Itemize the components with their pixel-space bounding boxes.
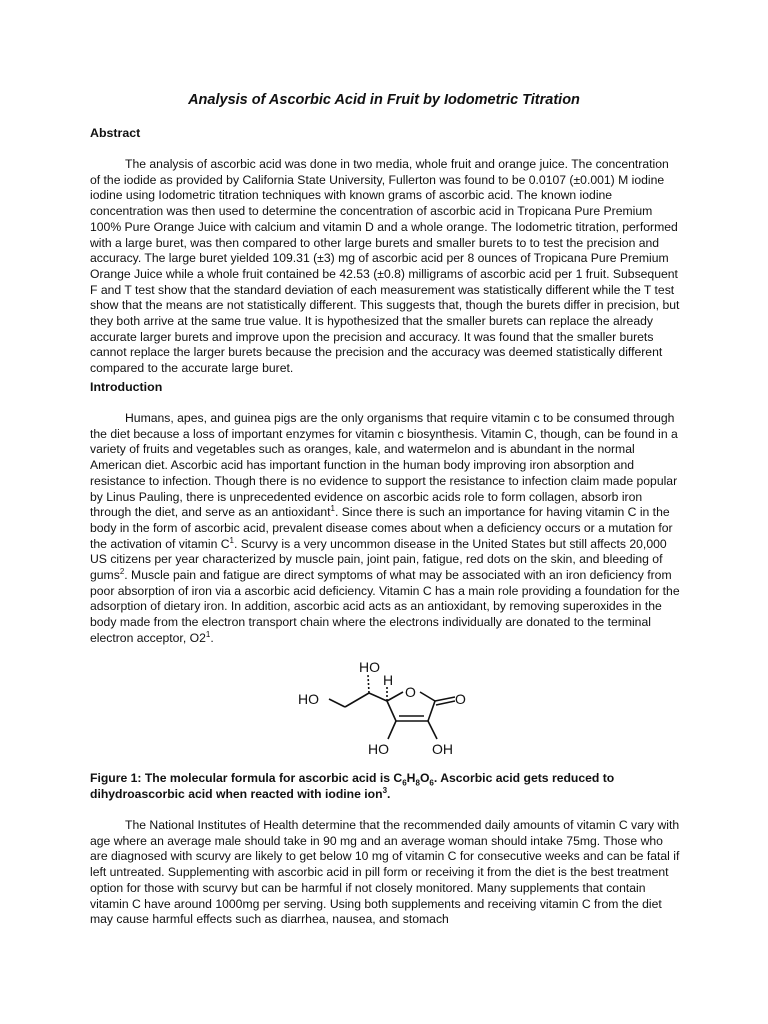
subscript: 8	[415, 778, 420, 788]
abstract-text: The analysis of ascorbic acid was done in two media, whole fruit and orange juice. The concentration of the iodide as provided by California State University, Fullerton was found to be 0.0107 (±0.001) M iodine iodine using Iodometric titration techniques with known grams of ascorbic acid. The known iodine concentration was then used to determine the concentration of ascorbic acid in Tropicana Pure Premium 100% Pure Orange Juice with calcium and vitamin D and a whole orange. The Iodometric titration, performed with a large buret, was then compared to other large burets and smaller burets to to test the precision and accuracy. The large buret yielded 109.31 (±3) mg of ascorbic acid per 8 ounces of Tropicana Pure Premium Orange Juice while a whole fruit contained be 42.53 (±0.8) milligrams of ascorbic acid per 1 fruit. Subsequent F and T test show that the standard deviation of each measurement was statistically different while the T test show that the means are not statistically different. This suggests that, though the burets differ in precision, but they both arrive at the same true value. It is hypothesized that the smaller burets can replace the already accurate larger burets and improve upon the precision and accuracy. It was found that the smaller burets cannot replace the larger burets because the precision and the accuracy was deemed statistically different compared to the accurate large buret.	[90, 157, 680, 376]
subscript: 6	[402, 778, 407, 788]
body-paragraph	[90, 818, 680, 928]
subscript: 6	[429, 778, 434, 788]
caption-text-c: O	[419, 771, 430, 785]
introduction-text	[90, 411, 680, 647]
caption-text-b: H	[406, 771, 416, 785]
paper-title: Analysis of Ascorbic Acid in Fruit by Iodometric Titration	[188, 92, 580, 108]
body-text: The National Institutes of Health determine that the recommended daily amounts of vitamin C vary with age where an average male should take in 90 mg and an average woman should intake 75mg. Those who are diagnosed with scurvy are likely to get below 10 mg of vitamin C for consecutive weeks and can be fatal if left untreated. Supplementing with ascorbic acid in pill form or receiving it from the diet is the best treatment option for those with scurvy but can be harmful if not closely monitored. Many supplements that contain vitamin C have around 1000mg per serving. Using both supplements and receiving vitamin C from the diet may cause harmful effects such as diarrhea, nausea, and stomach	[90, 818, 680, 927]
intro-text-e: .	[210, 630, 214, 645]
intro-text-a: Humans, apes, and guinea pigs are the only organisms that require vitamin c to be consumed through the diet because a loss of important enzymes for vitamin c biosynthesis. Vitamin C, though, can be found in a variety of fruits and vegetables such as oranges, kale, and watermelon and is abundant in the normal American diet. Ascorbic acid has important function in the human body improving iron absorption and resistance to infection. Though there is no evidence to support the resistance to infection claim made popular by Linus Pauling, there is unprecedented evidence on ascorbic acids role to form collagen, absorb iron through the diet, and serve as an antioxidant	[90, 411, 678, 520]
intro-text-c: . Scurvy is a very uncommon disease in the United States but still affects 20,000 US citizens per year characterized by muscle pain, joint pain, fatigue, red dots on the skin, and bleeding of gums	[90, 536, 667, 583]
citation-ref: 1	[229, 535, 234, 545]
abstract-heading: Abstract	[90, 126, 141, 140]
caption-text-a: Figure 1: The molecular formula for ascorbic acid is C	[90, 771, 403, 785]
label-carbonyl-oxygen: O	[455, 691, 466, 707]
abstract-paragraph	[90, 157, 680, 377]
label-ho-left: HO	[298, 691, 319, 707]
figure-caption	[90, 771, 690, 802]
ascorbic-acid-structure	[295, 655, 485, 760]
label-ho-top: HO	[359, 659, 380, 675]
introduction-paragraph	[90, 411, 680, 647]
citation-ref: 1	[205, 629, 211, 639]
citation-ref: 1	[330, 504, 335, 514]
label-ho-bottom: HO	[368, 741, 389, 757]
label-ring-oxygen: O	[405, 684, 416, 700]
caption-text-e: .	[387, 786, 391, 801]
intro-text-b: . Since there is such an importance for having vitamin C in the body in the form of ascorbic acid, prevalent disease comes about when a deficiency occurs or a mutation for the activation of vitamin C	[90, 505, 673, 551]
label-oh-bottom: OH	[432, 741, 453, 757]
ascorbic-acid-structure-figure	[295, 655, 485, 760]
caption-text-d: . Ascorbic acid gets reduced to dihydroascorbic acid when reacted with iodine ion	[90, 771, 615, 801]
citation-ref: 3	[382, 785, 388, 795]
citation-ref: 2	[119, 566, 125, 576]
introduction-heading: Introduction	[90, 380, 163, 394]
label-h: H	[383, 672, 394, 688]
intro-text-d: . Muscle pain and fatigue are direct symptoms of what may be associated with an iron deficiency from poor absorption of iron via a ascorbic acid deficiency. Vitamin C has a main role providing a foundation for the adsorption of dietary iron. In addition, ascorbic acid acts as an antioxidant, by removing superoxides in the body made from the electron transport chain where the electrons individually are donated to the terminal electron acceptor, O2	[90, 568, 680, 645]
